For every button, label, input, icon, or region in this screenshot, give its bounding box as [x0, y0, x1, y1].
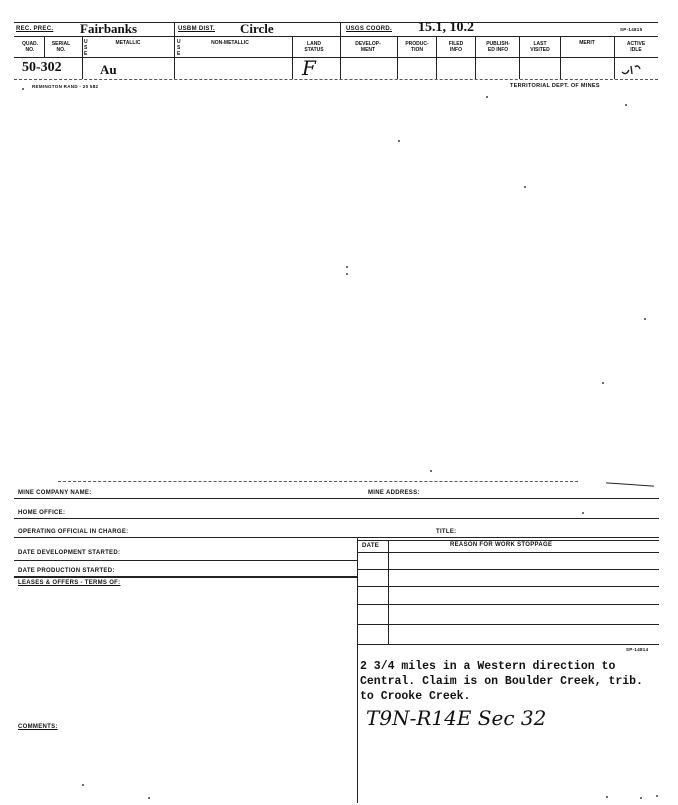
- form-number: SP-14815: [620, 27, 643, 32]
- col-active-idle: ACTIVE IDLE: [626, 41, 646, 53]
- operating-official-label: OPERATING OFFICIAL IN CHARGE:: [18, 529, 129, 535]
- col-serial-no: SERIAL NO.: [51, 41, 71, 53]
- col-land-status: LAND STATUS: [304, 41, 324, 53]
- footer-right: TERRITORIAL DEPT. OF MINES: [510, 83, 600, 89]
- leases-label: LEASES & OFFERS - TERMS OF:: [18, 580, 121, 586]
- active-idle-mark: [620, 60, 644, 78]
- usgs-coord-value: 15.1, 10.2: [418, 20, 474, 35]
- home-office-label: HOME OFFICE:: [18, 510, 66, 516]
- usgm-dist-value: Circle: [240, 21, 274, 36]
- usgm-dist-label: USBM DIST.: [178, 26, 216, 32]
- row-serial: 50-302: [22, 60, 62, 75]
- stoppage-date-header: DATE: [362, 543, 380, 549]
- mine-company-name-label: MINE COMPANY NAME:: [18, 490, 92, 496]
- handwritten-location: T9N-R14E Sec 32: [366, 706, 547, 730]
- col-development: DEVELOP- MENT: [355, 41, 381, 53]
- note-line-1: 2 3/4 miles in a Western direction to: [360, 660, 616, 673]
- col-nonmetallic-use: U S E: [177, 39, 181, 57]
- date-development-label: DATE DEVELOPMENT STARTED:: [18, 550, 121, 556]
- col-nonmetallic: NON-METALLIC: [211, 40, 249, 46]
- col-last-visited: LAST VISITED: [530, 41, 550, 53]
- col-quad-no: QUAD. NO.: [21, 41, 39, 53]
- row-metallic: Au: [100, 62, 117, 77]
- col-metallic: METALLIC: [115, 40, 141, 46]
- row-land-status: F: [302, 56, 316, 80]
- note-line-2: Central. Claim is on Boulder Creek, trib.: [360, 675, 643, 688]
- mine-address-label: MINE ADDRESS:: [368, 490, 420, 496]
- footer-left: REMINGTON RAND - 20 582: [32, 84, 99, 89]
- col-production: PRODUC- TION: [405, 41, 429, 53]
- comments-label: COMMENTS:: [18, 724, 58, 730]
- note-line-3: to Crooke Creek.: [360, 690, 471, 703]
- form-number-2: SP-14814: [626, 647, 649, 652]
- stoppage-reason-header: REASON FOR WORK STOPPAGE: [450, 542, 553, 548]
- col-filed-info: FILED INFO: [448, 41, 464, 53]
- rec-prec-value: Fairbanks: [80, 21, 138, 36]
- usgs-coord-label: USGS COORD.: [346, 26, 392, 32]
- col-metallic-use: U S E: [84, 39, 88, 57]
- title-label: TITLE:: [436, 529, 457, 535]
- date-production-label: DATE PRODUCTION STARTED:: [18, 568, 115, 574]
- col-merit: MERIT: [579, 40, 595, 46]
- rec-prec-label: REC. PREC.: [16, 26, 54, 32]
- col-published-info: PUBLISH- ED INFO: [486, 41, 510, 53]
